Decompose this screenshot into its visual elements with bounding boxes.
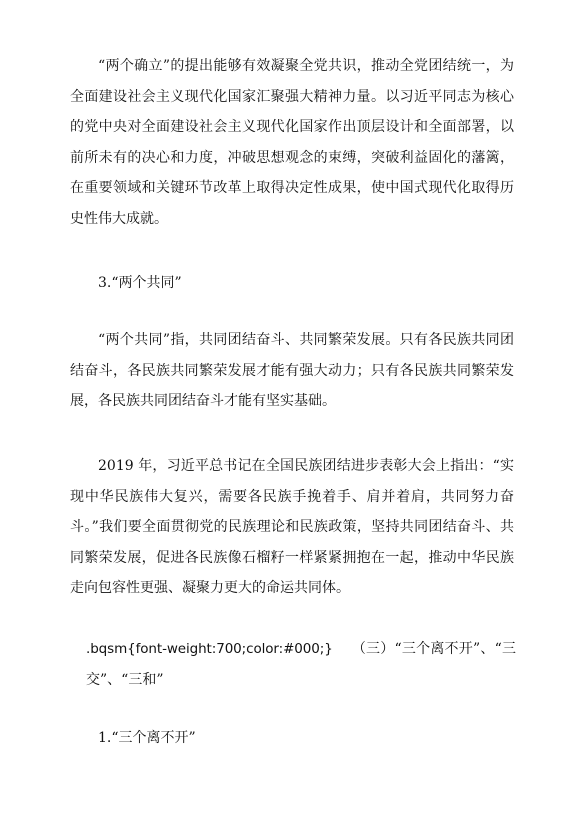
heading-three-inseparables: 1.“三个离不开” [98,730,196,746]
paragraph-ethnic-unity-speech: 2019 年，习近平总书记在全国民族团结进步表彰大会上指出：“实现中华民族伟大复兴，需要各民族手挽着手、肩并着肩，共同努力奋斗。”我们要全面贯彻党的民族理论和民族政策，坚持共同团结奋斗、共同繁荣发展，促进各民族像石榴籽一样紧紧拥抱在一起，推动中华民族走向包容性更强、凝聚力更大的命运共同体。 [70,458,514,596]
section-heading-text: （三）“三个离不开”、“三交”、“三和” [86,641,516,688]
paragraph-two-commons: “两个共同”指，共同团结奋斗、共同繁荣发展。只有各民族共同团结奋斗，各民族共同繁荣发展才能有强大动力；只有各民族共同繁荣发展，各民族共同团结奋斗才能有坚实基础。 [70,332,514,409]
section-heading-three [86,634,516,695]
heading-two-commons: 3.“两个共同” [98,275,182,291]
paragraph-two-establishments: “两个确立”的提出能够有效凝聚全党共识，推动全党团结统一，为全面建设社会主义现代化国家汇聚强大精神力量。以习近平同志为核心的党中央对全面建设社会主义现代化国家作出顶层设计和全面部署，以前所未有的决心和力度，冲破思想观念的束缚，突破利益固化的藩篱，在重要领域和关键环节改革上取得决定性成果，使中国式现代化取得历史性伟大成就。 [70,58,514,227]
css-leak-text: .bqsm{font-weight:700;color:#000;} [86,641,333,657]
